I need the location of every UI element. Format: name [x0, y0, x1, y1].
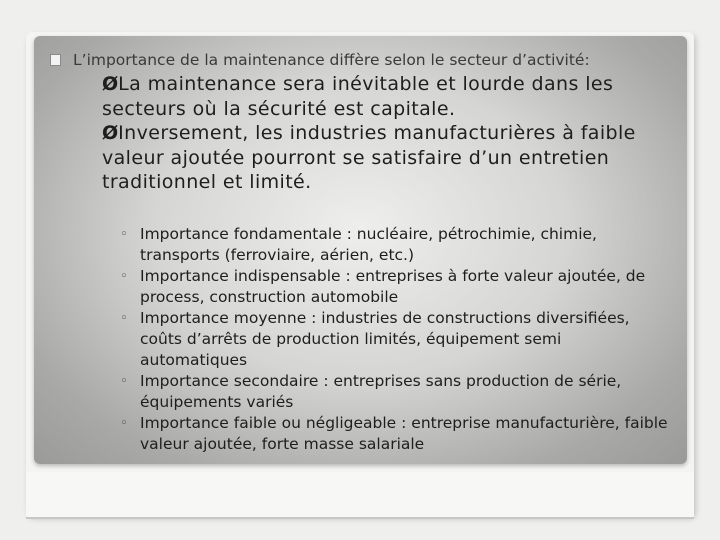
intro-text: L’importance de la maintenance diffère selon le secteur d’activité:	[73, 51, 590, 69]
checkbox-bullet-icon	[50, 54, 61, 66]
list-item	[120, 266, 670, 308]
arrow-bullet-icon: Ø	[102, 73, 119, 95]
circle-bullet-icon: ◦	[120, 269, 128, 284]
arrow-bullet-icon: Ø	[102, 122, 119, 144]
list-item	[120, 371, 670, 413]
list-item	[120, 224, 670, 266]
list-item-text: Importance secondaire : entreprises sans production de série, équipements variés	[140, 372, 622, 411]
arrow-item	[102, 72, 662, 121]
list-item	[120, 413, 670, 455]
list-item-text: Importance indispensable : entreprises à forte valeur ajoutée, de process, construction automobile	[140, 267, 646, 306]
list-item-text: Importance moyenne : industries de constructions diversifiées, coûts d’arrêts de production limités, équipement semi automatiques	[140, 309, 630, 369]
importance-levels-list	[120, 224, 670, 455]
circle-bullet-icon: ◦	[120, 227, 128, 242]
slide-footer-bar	[26, 472, 694, 518]
intro-line	[50, 50, 680, 70]
list-item	[120, 308, 670, 371]
arrow-bullet-list	[102, 72, 662, 195]
arrow-item	[102, 121, 662, 195]
arrow-item-text: La maintenance sera inévitable et lourde dans les secteurs où la sécurité est capitale.	[102, 73, 614, 120]
circle-bullet-icon: ◦	[120, 374, 128, 389]
arrow-item-text: Inversement, les industries manufacturières à faible valeur ajoutée pourront se satisfaire d’un entretien traditionnel et limité.	[102, 122, 636, 193]
footer-divider	[26, 517, 694, 519]
circle-bullet-icon: ◦	[120, 416, 128, 431]
list-item-text: Importance faible ou négligeable : entreprise manufacturière, faible valeur ajoutée, forte masse salariale	[140, 414, 668, 453]
circle-bullet-icon: ◦	[120, 311, 128, 326]
list-item-text: Importance fondamentale : nucléaire, pétrochimie, chimie, transports (ferroviaire, aérien, etc.)	[140, 225, 597, 264]
